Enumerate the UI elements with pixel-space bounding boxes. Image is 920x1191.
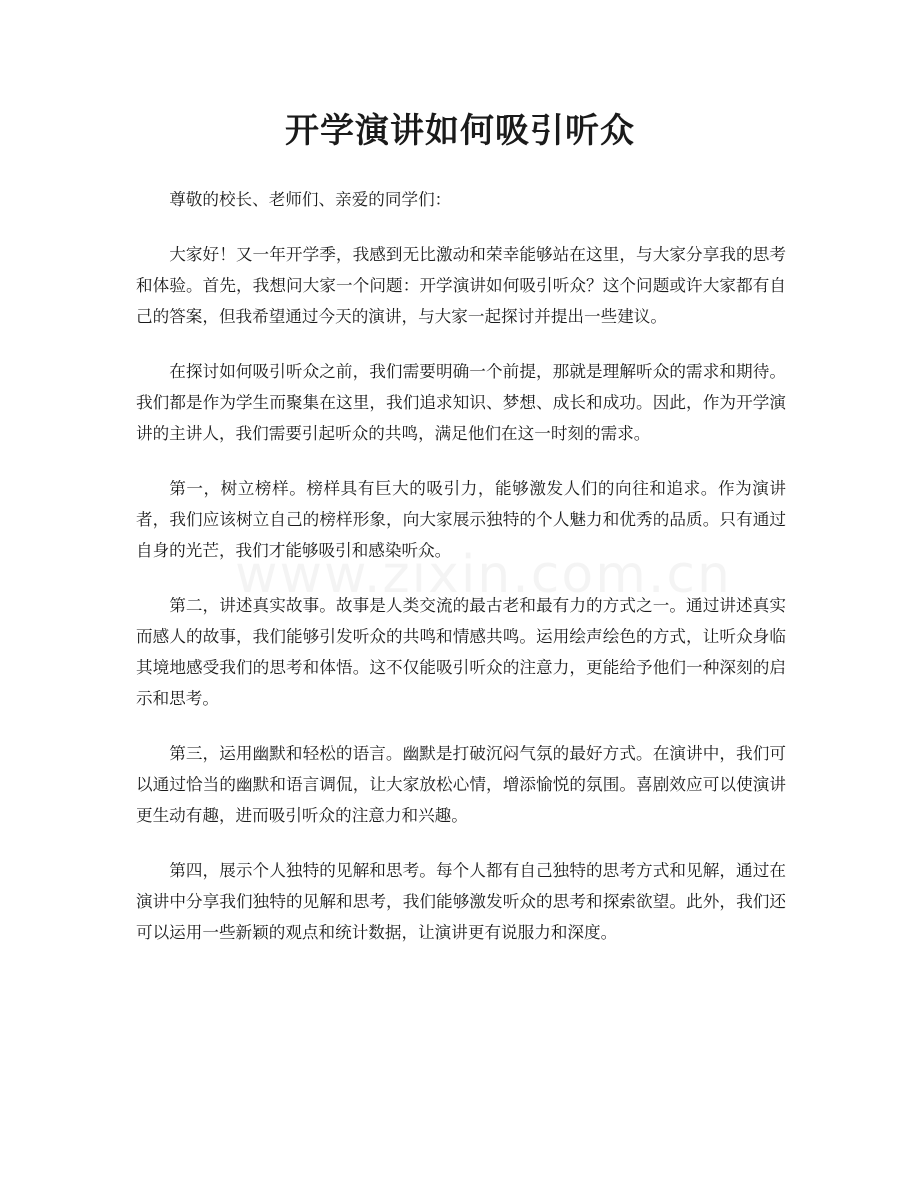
paragraph-point-1: 第一，树立榜样。榜样具有巨大的吸引力，能够激发人们的向往和追求。作为演讲者，我们应该树立自己的榜样形象，向大家展示独特的个人魅力和优秀的品质。只有通过自身的光芒，我们才能够吸引和感染听众。: [136, 479, 786, 560]
paragraph-premise: 在探讨如何吸引听众之前，我们需要明确一个前提，那就是理解听众的需求和期待。我们都是作为学生而聚集在这里，我们追求知识、梦想、成长和成功。因此，作为开学演讲的主讲人，我们需要引起听众的共鸣，满足他们在这一时刻的需求。: [136, 362, 786, 443]
paragraph-point-4: 第四，展示个人独特的见解和思考。每个人都有自己独特的思考方式和见解，通过在演讲中分享我们独特的见解和思考，我们能够激发听众的思考和探索欲望。此外，我们还可以运用一些新颖的观点和统计数据，让演讲更有说服力和深度。: [136, 861, 786, 942]
paragraph-salutation: 尊敬的校长、老师们、亲爱的同学们：: [169, 190, 452, 209]
document-title: 开学演讲如何吸引听众: [285, 111, 635, 151]
document-body: [136, 184, 786, 972]
paragraph-intro: 大家好！又一年开学季，我感到无比激动和荣幸能够站在这里，与大家分享我的思考和体验。首先，我想问大家一个问题：开学演讲如何吸引听众？这个问题或许大家都有自己的答案，但我希望通过今天的演讲，与大家一起探讨并提出一些建议。: [136, 245, 786, 326]
paragraph-point-2: 第二，讲述真实故事。故事是人类交流的最古老和最有力的方式之一。通过讲述真实而感人的故事，我们能够引发听众的共鸣和情感共鸣。运用绘声绘色的方式，让听众身临其境地感受我们的思考和体悟。这不仅能吸引听众的注意力，更能给予他们一种深刻的启示和思考。: [136, 596, 786, 708]
paragraph-point-3: 第三，运用幽默和轻松的语言。幽默是打破沉闷气氛的最好方式。在演讲中，我们可以通过恰当的幽默和语言调侃，让大家放松心情，增添愉悦的氛围。喜剧效应可以使演讲更生动有趣，进而吸引听众的注意力和兴趣。: [136, 744, 786, 825]
